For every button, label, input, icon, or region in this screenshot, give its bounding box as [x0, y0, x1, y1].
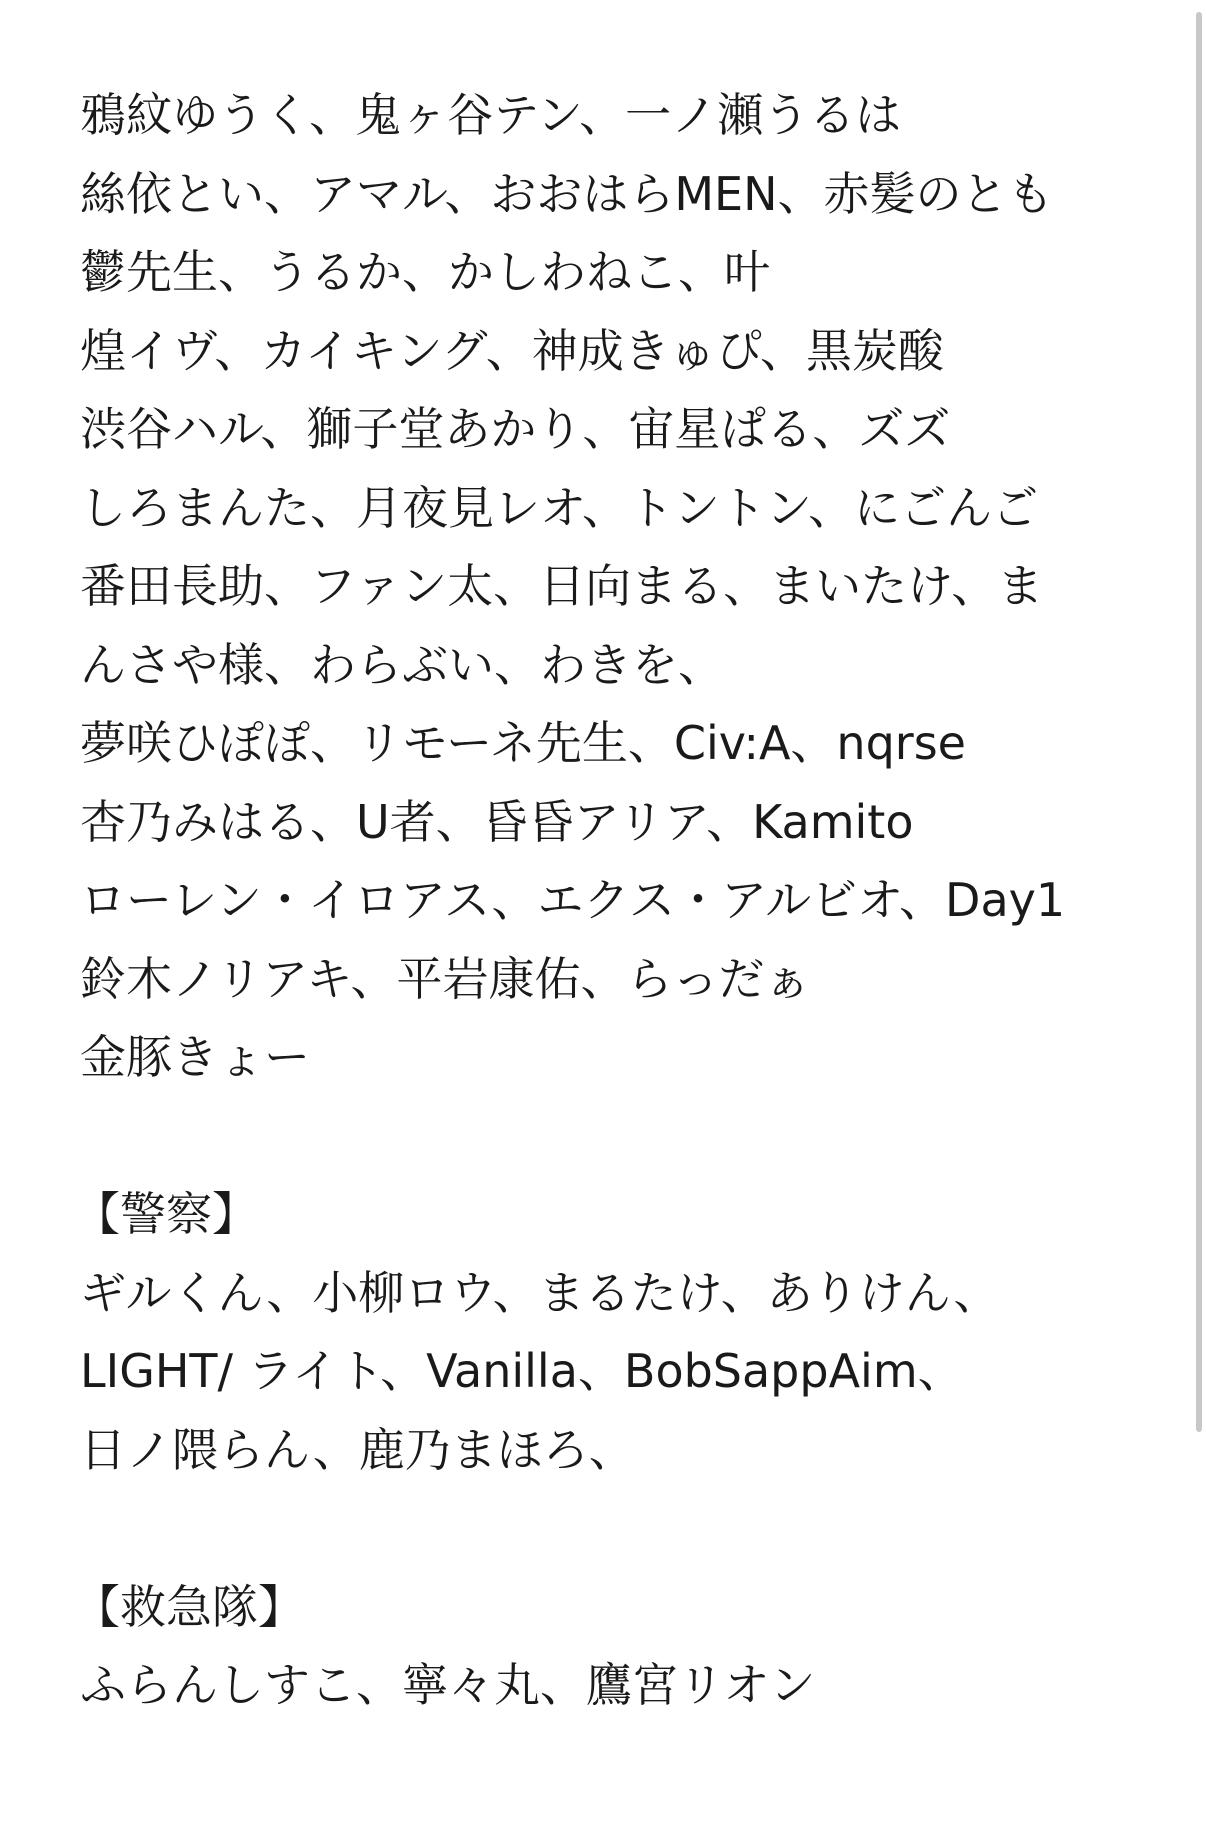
police-line: 日ノ隈らん、鹿乃まほろ、	[80, 1422, 635, 1477]
blank-line	[80, 1489, 1120, 1568]
ambulance-line: ふらんしすこ、寧々丸、鷹宮リオン	[80, 1658, 816, 1712]
text-line: 渋谷ハル、獅子堂あかり、宙星ぱる、ズズ	[80, 402, 951, 456]
ambulance-heading: 【救急隊】	[74, 1579, 304, 1634]
text-line: 杏乃みはる、U者、昏昏アリア、Kamito	[80, 794, 914, 849]
text-line: 鈴木ノリアキ、平岩康佑、らっだぁ	[80, 951, 811, 1006]
text-line: 絲依とい、アマル、おおはらMEN、赤髪のとも	[80, 166, 1054, 221]
police-heading: 【警察】	[74, 1187, 258, 1241]
police-line: LIGHT/ ライト、Vanilla、BobSappAim、	[80, 1344, 964, 1398]
text-line: 鬱先生、うるか、かしわねこ、叶	[80, 245, 770, 299]
text-line: しろまんた、月夜見レオ、トントン、にごんご	[80, 480, 1039, 535]
blank-line	[80, 1097, 1120, 1176]
scroll-thumb[interactable]	[1196, 12, 1202, 1432]
text-line: ローレン・イロアス、エクス・アルビオ、Day1	[80, 873, 1066, 927]
police-line: ギルくん、小柳ロウ、まるたけ、ありけん、	[80, 1265, 1000, 1320]
text-line: 番田長助、ファン太、日向まる、まいたけ、ま	[80, 559, 1044, 613]
text-line: 金豚きょー	[80, 1030, 310, 1084]
vertical-scrollbar[interactable]	[1192, 0, 1206, 1838]
document-body	[74, 76, 1120, 1725]
text-line: 夢咲ひぽぽ、リモーネ先生、Civ:A、nqrse	[80, 716, 966, 770]
text-line: 鴉紋ゆうく、鬼ヶ谷テン、一ノ瀬うるは	[80, 88, 902, 142]
text-line: 煌イヴ、カイキング、神成きゅぴ、黒炭酸	[80, 323, 944, 378]
text-line: んさや様、わらぶい、わきを、	[80, 637, 724, 692]
